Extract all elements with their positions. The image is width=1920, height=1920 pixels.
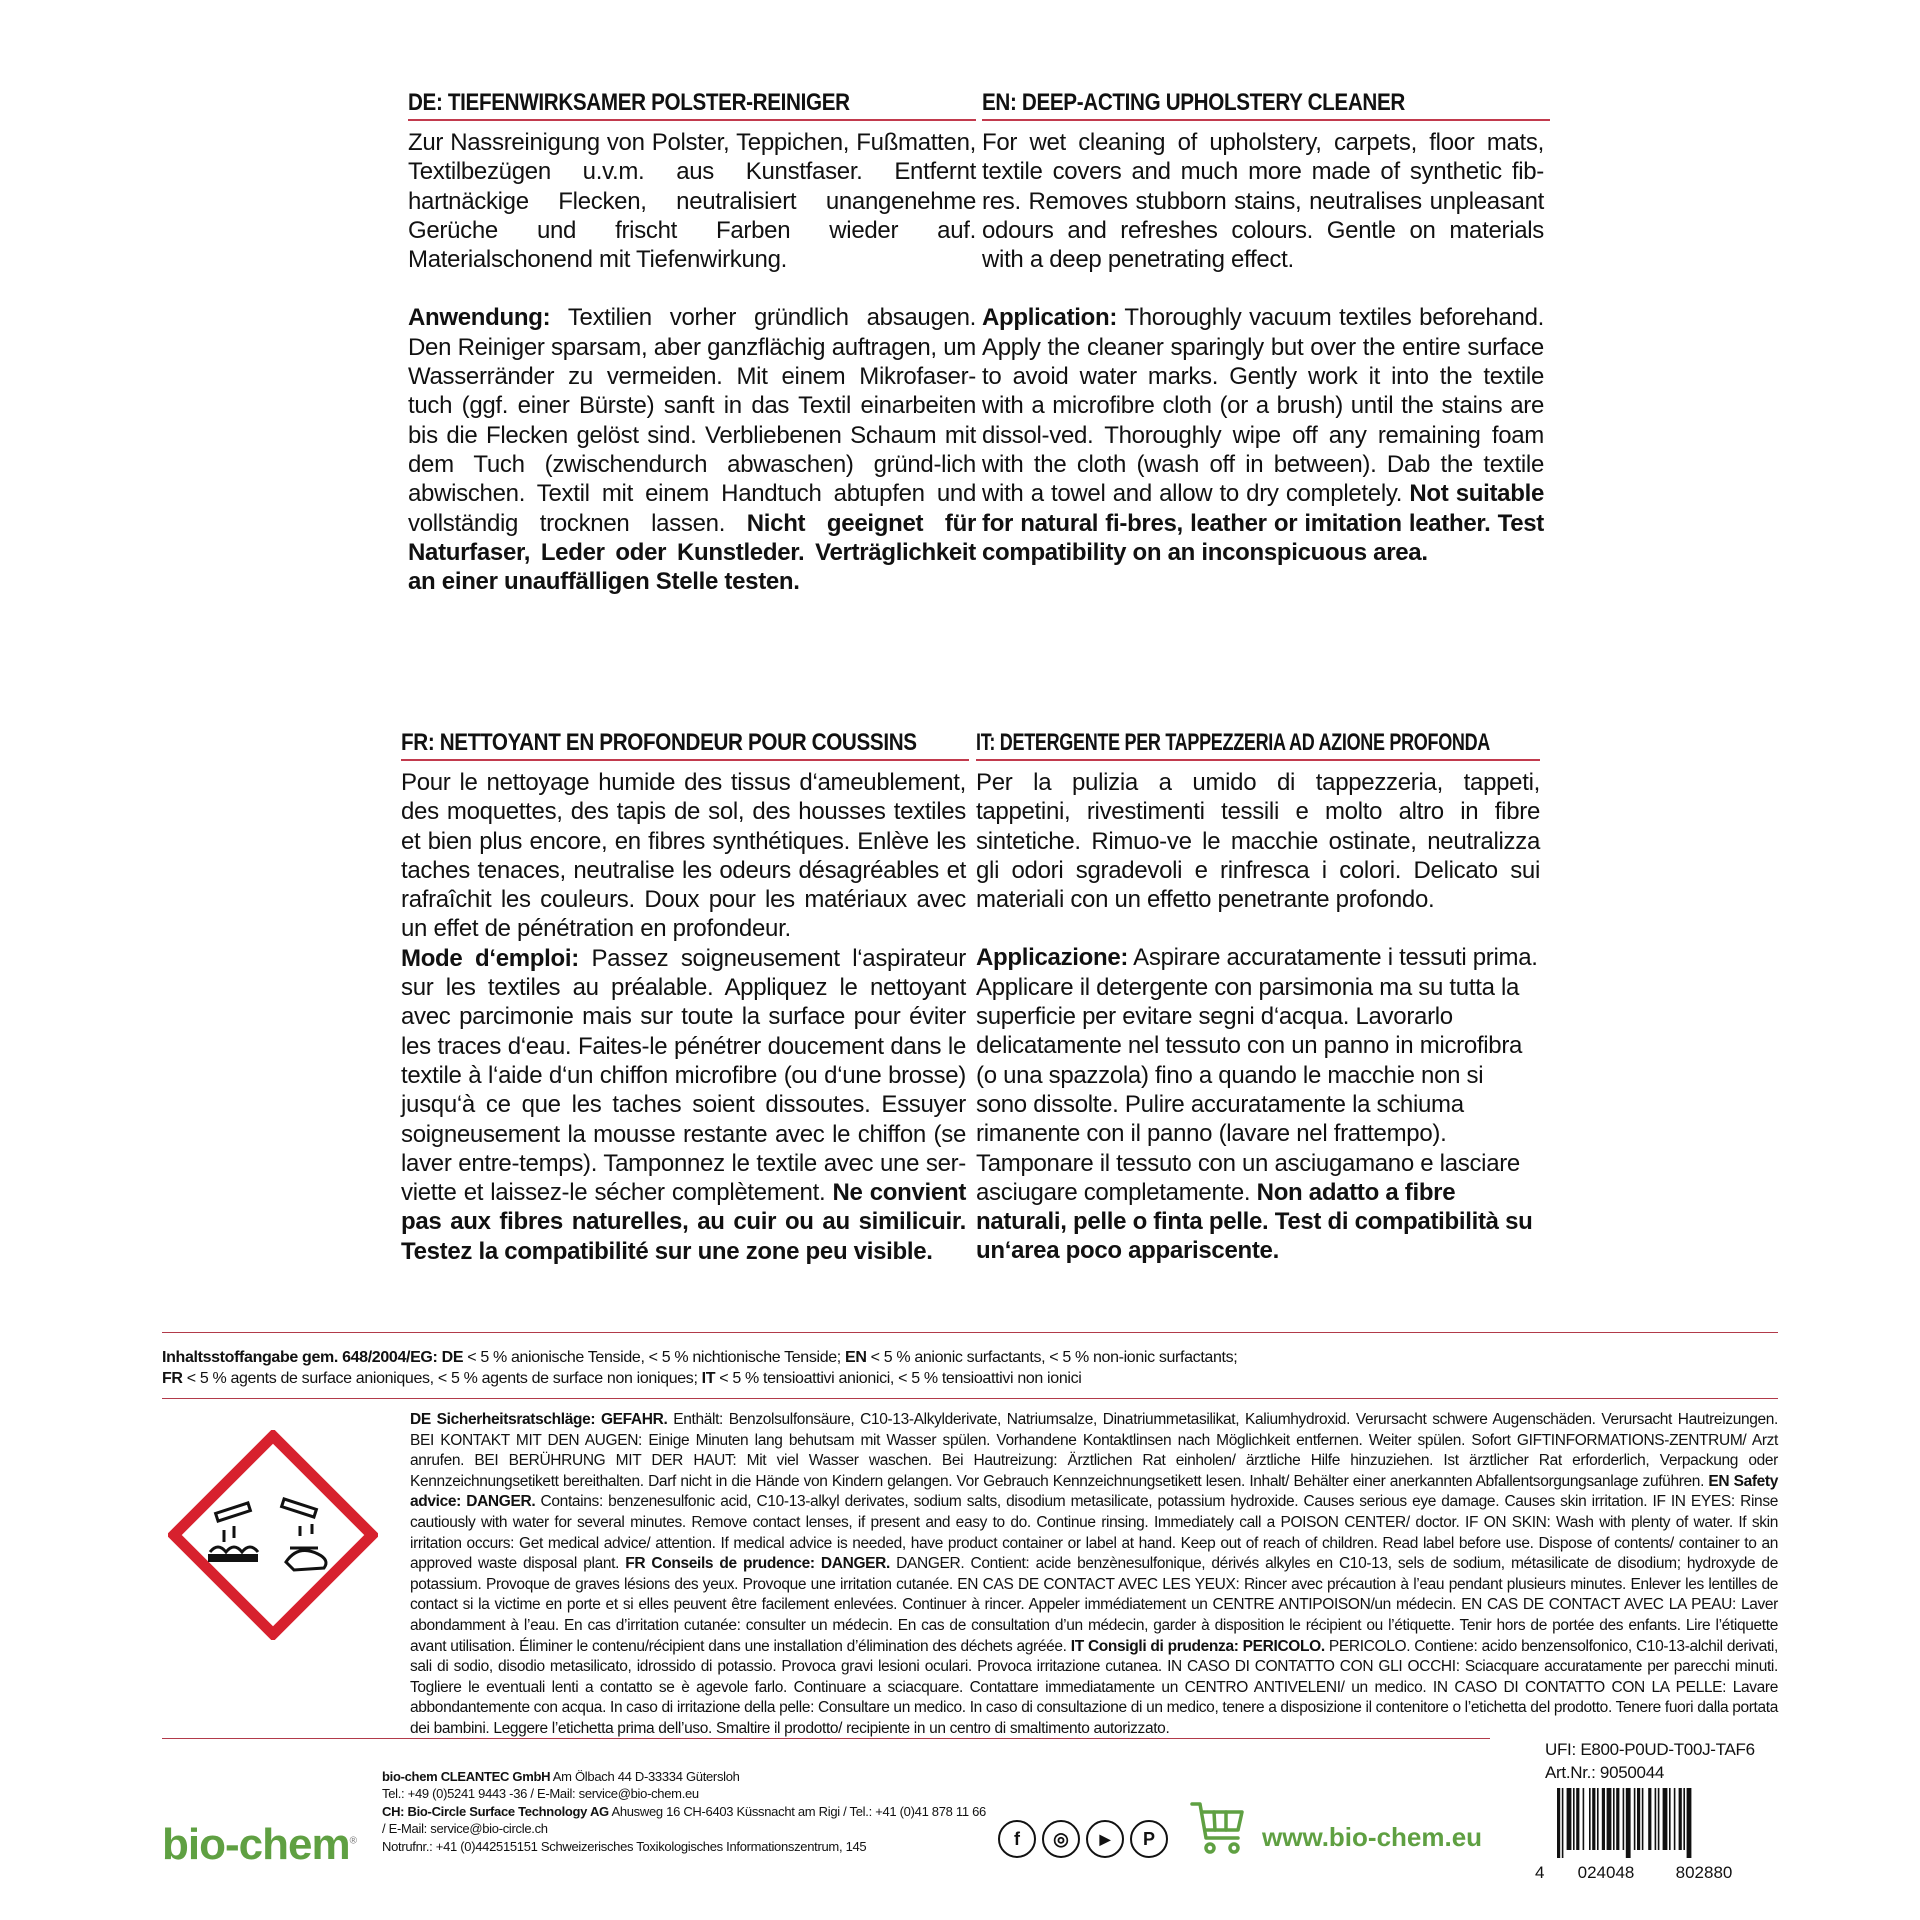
warning-fr: Ne convient pas aux fibres naturelles, au cuir ou au similicuir. Testez la compatibilité sur une zone peu visible. bbox=[401, 1179, 967, 1265]
bio-chem-logo bbox=[162, 1820, 356, 1870]
usage-text-it: Aspirare accuratamente i tessuti prima. Applicare il detergente con parsimonia ma su tutta la superficie per evitare segni d‘acqua. Lavorarlo delicatamente nel tessuto con un panno in microfibra (o una spazzola) fino a quando le macchie non si sono dissolte. Pulire accuratamente la schiuma rimanente con il panno (lavare nel frattempo). Tamponare il tessuto con un asciugamano e lasciare asciugare completamente. bbox=[976, 944, 1538, 1206]
section-it bbox=[976, 728, 1540, 1266]
heading-de: DE: TIEFENWIRKSAMER POLSTER-REINIGER bbox=[408, 89, 850, 116]
divider-middle bbox=[162, 1398, 1778, 1399]
barcode-bar bbox=[1623, 1788, 1625, 1850]
safety-advice bbox=[410, 1410, 1778, 1740]
warning-en: Not suitable for natural fi-bres, leather or imitation leather. Test compatibility on an inconspicuous area. bbox=[982, 480, 1544, 566]
barcode-bar bbox=[1576, 1788, 1579, 1850]
barcode-bar bbox=[1655, 1788, 1657, 1850]
warning-de: Nicht geeignet für Naturfaser, Leder oder Kunstleder. Verträglichkeit an einer unauffälligen Stelle testen. bbox=[408, 509, 976, 596]
barcode bbox=[1535, 1788, 1755, 1882]
heading-underline-fr bbox=[401, 759, 969, 761]
company-ch-address: Ahusweg 16 CH-6403 Küssnacht am Rigi / Tel.: +41 (0)41 878 11 66 / E-Mail: service@bio-circle.ch bbox=[382, 1803, 986, 1837]
ingredients-code-en: EN bbox=[845, 1349, 867, 1366]
barcode-bar bbox=[1634, 1788, 1636, 1850]
heading-underline-de bbox=[408, 119, 976, 121]
usage-de bbox=[408, 303, 976, 596]
barcode-bar bbox=[1602, 1788, 1605, 1850]
barcode-bar bbox=[1642, 1788, 1644, 1850]
barcode-bar bbox=[1557, 1788, 1560, 1858]
barcode-digits-right: 802880 bbox=[1675, 1863, 1733, 1882]
heading-fr: FR: NETTOYANT EN PROFONDEUR POUR COUSSINS bbox=[401, 729, 917, 756]
company-ch-name: CH: Bio-Circle Surface Technology AG bbox=[382, 1803, 609, 1819]
section-fr bbox=[401, 728, 966, 1266]
logo-registered-mark: ® bbox=[349, 1835, 356, 1847]
barcode-digit-first: 4 bbox=[1535, 1863, 1545, 1882]
usage-text-fr: Passez soigneusement l‘aspirateur sur les textiles au préalable. Appliquez le nettoyant avec parcimonie mais sur toute la surface pour éviter les traces d‘eau. Faites-le pénétrer doucement dans le textile à l‘aide d‘un chiffon microfibre (ou d‘une brosse) jusqu‘à ce que les taches soient dissoutes. Essuyer soigneusement la mousse restante avec le chiffon (se laver entre-temps). Tamponnez le textile avec une ser-viette et laissez-le sécher complètement. bbox=[401, 944, 967, 1207]
safety-label-it: IT Consigli di prudenza: PERICOLO. bbox=[1070, 1637, 1325, 1655]
usage-label-en: Application: bbox=[982, 304, 1118, 332]
usage-text-de: Textilien vorher gründlich absaugen. Den Reiniger sparsam, aber ganzflächig auftragen, um Wasserränder zu vermeiden. Mit einem Mikrofaser-tuch (ggf. einer Bürste) sanft in das Textil einarbeiten bis die Flecken gelöst sind. Verbliebenen Schaum mit dem Tuch (zwischendurch abwaschen) gründ-lich abwischen. Textil mit einem Handtuch abtupfen und vollständig trocknen lassen. bbox=[408, 304, 976, 537]
barcode-bar bbox=[1613, 1788, 1615, 1850]
heading-underline-en bbox=[982, 119, 1550, 121]
safety-text-it: PERICOLO. Contiene: acido benzensolfonico, C10-13-alchil derivati, sali di sodio, disodio metasilicato, idrossido di potassio. Provoca gravi lesioni oculari. Provoca irritazione cutanea. IN CASO DI CONTATTO CON GLI OCCHI: Sciacquare accuratamente per parecchi minuti. Togliere le eventuali lenti a contatto se è agevole farlo. Continuare a sciacquare. Contattare immediatamente un CENTRO ANTIVELENI/ un medico. IN CASO DI CONTATTO CON LA PELLE: Lavare abbondantemente con acqua. In caso di irritazione della pelle: Consultare un medico. In caso di consultazione di un medico, tenere a disposizione il contenitore o l’etichetta del prodotto. Tenere fuori dalla portata dei bambini. Leggere l’etichetta prima dell’uso. Smaltire il prodotto/ recipiente in un centro di smaltimento autorizzato. bbox=[410, 1637, 1778, 1737]
company-info bbox=[382, 1768, 992, 1855]
text-en bbox=[982, 128, 1544, 567]
barcode-digits bbox=[1535, 1863, 1755, 1883]
usage-text-en: Thoroughly vacuum textiles beforehand. Apply the cleaner sparingly but over the entire surface to avoid water marks. Gently work it into the textile with a microfibre cloth (or a brush) until the stains are dissol-ved. Thoroughly wipe off any remaining foam with the cloth (wash off in between). Dab the textile with a towel and allow to dry completely. bbox=[982, 304, 1544, 508]
barcode-bar bbox=[1669, 1788, 1671, 1850]
instagram-icon[interactable]: ◎ bbox=[1042, 1820, 1080, 1858]
barcode-bar bbox=[1663, 1788, 1668, 1850]
ufi-code: UFI: E800-P0UD-T00J-TAF6 bbox=[1545, 1740, 1755, 1759]
ingredients-code-de: DE bbox=[441, 1349, 464, 1366]
barcode-bar bbox=[1573, 1788, 1575, 1850]
barcode-bar bbox=[1658, 1788, 1660, 1850]
pinterest-icon[interactable]: P bbox=[1130, 1820, 1168, 1858]
safety-text-de: Enthält: Benzolsulfonsäure, C10-13-Alkylderivate, Natriumsalze, Dinatriummetasilikat, Kaliumhydroxid. Verursacht schwere Augenschäden. Verursacht Hautreizungen. BEI KONTAKT MIT DEN AUGEN: Einige Minuten lang behutsam mit Wasser spülen. Vorhandene Kontaktlinsen nach Möglichkeit entfernen. Weiter spülen. Sofort GIFTINFORMATIONS-ZENTRUM/ Arzt anrufen. BEI BERÜHRUNG MIT DER HAUT: Mit viel Wasser waschen. Bei Hautreizung: Ärztlichen Rat einholen/ ärztliche Hilfe hinzuziehen. Ist ärztlicher Rat erforderlich, Verpackung oder Kennzeichnungsetikett bereithalten. Darf nicht in die Hände von Kindern gelangen. Vor Gebrauch Kennzeichnungsetikett lesen. Inhalt/ Behälter einer anerkannten Abfallentsorgungsanlage zuführen. bbox=[410, 1411, 1778, 1490]
intro-fr: Pour le nettoyage humide des tissus d‘ameublement, des moquettes, des tapis de sol, des housses textiles et bien plus encore, en fibres synthétiques. Enlève les taches tenaces, neutralise les odeurs désagréables et rafraîchit les couleurs. Doux pour les matériaux avec un effet de pénétration en profondeur. bbox=[401, 769, 966, 943]
usage-label-it: Applicazione: bbox=[976, 944, 1129, 972]
heading-it: IT: DETERGENTE PER TAPPEZZERIA AD AZIONE PROFONDA bbox=[976, 729, 1490, 756]
barcode-bar bbox=[1637, 1788, 1640, 1850]
company-de-name: bio-chem CLEANTEC GmbH bbox=[382, 1769, 551, 1784]
safety-text-en: Contains: benzenesulfonic acid, C10-13-alkyl derivates, sodium salts, disodium metasilicate, potassium hydroxide. Causes serious eye damage. Causes skin irritation. IF IN EYES: Rinse cautiously with water for several minutes. Remove contact lenses, if present and easy to do. Continue rinsing. Immediately call a POISON CENTER/ doctor. IF ON SKIN: Wash with plenty of water. If skin irritation occurs: Get medical advice/ attention. If medical advice is needed, have product container or label at hand. Keep out of reach of children. Read label before use. Dispose of contents/ container to an approved waste disposal plant. bbox=[410, 1493, 1778, 1573]
usage-fr bbox=[401, 944, 966, 1266]
usage-label-de: Anwendung: bbox=[408, 304, 551, 332]
divider-bottom bbox=[162, 1738, 1490, 1739]
barcode-bar bbox=[1589, 1788, 1591, 1850]
safety-advice-main bbox=[410, 1410, 1778, 1740]
barcode-digits-left: 024048 bbox=[1577, 1863, 1635, 1882]
ingredients-text-en: < 5 % anionic surfactants, < 5 % non-ionic surfactants; bbox=[866, 1349, 1238, 1366]
barcode-bar bbox=[1616, 1788, 1619, 1850]
heading-underline-it bbox=[976, 759, 1540, 761]
ingredients-text-fr: < 5 % agents de surface anioniques, < 5 % agents de surface non ioniques; bbox=[182, 1369, 702, 1387]
barcode-bar bbox=[1679, 1788, 1682, 1850]
safety-label-en: EN Safety advice: DANGER. bbox=[410, 1472, 1778, 1511]
text-de bbox=[408, 128, 976, 596]
emergency-number: Notrufnr.: +41 (0)442515151 Schweizerisches Toxikologisches Informationszentrum, 145 bbox=[382, 1838, 867, 1854]
shopping-cart-icon[interactable] bbox=[1188, 1798, 1248, 1858]
barcode-bar bbox=[1562, 1788, 1564, 1858]
logo-text: bio-chem bbox=[162, 1820, 350, 1869]
barcode-bar bbox=[1583, 1788, 1585, 1850]
heading-en: EN: DEEP-ACTING UPHOLSTERY CLEANER bbox=[982, 89, 1405, 116]
warning-it: Non adatto a fibre naturali, pelle o finta pelle. Test di compatibilità su un‘area poco appariscente. bbox=[976, 1178, 1533, 1265]
intro-en: For wet cleaning of upholstery, carpets, floor mats, textile covers and much more made of synthetic fib-res. Removes stubborn stains, neutralises unpleasant odours and refreshes colours. Gentle on materials with a deep penetrating effect. bbox=[982, 129, 1544, 274]
barcode-bar bbox=[1648, 1788, 1651, 1850]
intro-it: Per la pulizia a umido di tappezzeria, tappeti, tappetini, rivestimenti tessili e molto altro in fibre sintetiche. Rimuo-ve le macchie ostinate, neutralizza gli odori sgradevoli e rinfresca i colori. Delicato sui materiali con un effetto penetrante profondo. bbox=[976, 769, 1540, 914]
barcode-bar bbox=[1607, 1788, 1612, 1850]
product-codes bbox=[1545, 1738, 1755, 1784]
intro-de: Zur Nassreinigung von Polster, Teppichen, Fußmatten, Textilbezügen u.v.m. aus Kunstfaser. Entfernt hartnäckige Flecken, neutralisiert unangenehme Gerüche und frischt Farben wieder auf. Materialschonend mit Tiefenwirkung. bbox=[408, 129, 976, 274]
section-de bbox=[408, 88, 976, 596]
usage-label-fr: Mode d‘emploi: bbox=[401, 944, 579, 972]
barcode-bars bbox=[1535, 1788, 1755, 1858]
section-en bbox=[982, 88, 1544, 567]
website-link[interactable]: www.bio-chem.eu bbox=[1262, 1822, 1483, 1852]
barcode-bar bbox=[1592, 1788, 1595, 1850]
barcode-bar bbox=[1597, 1788, 1599, 1850]
facebook-icon[interactable]: f bbox=[998, 1820, 1036, 1858]
barcode-bar bbox=[1567, 1788, 1572, 1850]
divider-top bbox=[162, 1332, 1778, 1333]
barcode-bar bbox=[1626, 1788, 1631, 1858]
usage-en bbox=[982, 303, 1544, 567]
text-fr bbox=[401, 768, 966, 1266]
safety-text-fr: DANGER. Contient: acide benzènesulfonique, dérivés alkyles en C10-13, sels de sodium, métasilicate de disodium; hydroxyde de potassium. Provoque de graves lésions des yeux. Provoque une irritation cutanée. EN CAS DE CONTACT AVEC LES YEUX: Rincer avec précaution à l’eau pendant plusieurs minutes. Enlever les lentilles de contact si la victime en porte et si elles peuvent être facilement enlevées. Continuer à rincer. Appeler immédiatement un CENTRE ANTIPOISON/un médecin. EN CAS DE CONTACT AVEC LA PEAU: Laver abondamment à l’eau. En cas d’irritation cutanée: consulter un médecin. En cas de consultation d’un médecin, garder à disposition le récipient ou l’étiquette. Tenir hors de portée des enfants. Lire l’étiquette avant utilisation. Éliminer le contenu/récipient dans une installation d’élimination des déchets agréée. bbox=[410, 1555, 1778, 1655]
ingredients-text-de: < 5 % anionische Tenside, < 5 % nichtionische Tenside; bbox=[463, 1349, 845, 1366]
barcode-bar bbox=[1683, 1788, 1685, 1850]
social-links bbox=[998, 1820, 1168, 1858]
corrosion-hazard-icon bbox=[168, 1430, 378, 1640]
usage-it bbox=[976, 943, 1540, 1265]
ingredients-label: Inhaltsstoffangabe gem. 648/2004/EG: bbox=[162, 1349, 438, 1366]
company-de-address: Am Ölbach 44 D-33334 Gütersloh bbox=[550, 1769, 740, 1784]
ingredients-text-it: < 5 % tensioattivi anionici, < 5 % tensioattivi non ionici bbox=[715, 1369, 1082, 1387]
text-it bbox=[976, 768, 1540, 1266]
barcode-bar bbox=[1687, 1788, 1692, 1858]
ingredients bbox=[162, 1348, 1778, 1389]
barcode-bar bbox=[1674, 1788, 1676, 1850]
safety-label-de: DE Sicherheitsratschläge: GEFAHR. bbox=[410, 1411, 668, 1428]
company-de-contact: Tel.: +49 (0)5241 9443 -36 / E-Mail: service@bio-chem.eu bbox=[382, 1786, 699, 1802]
ingredients-code-fr: FR bbox=[162, 1369, 183, 1387]
ingredients-code-it: IT bbox=[701, 1369, 716, 1387]
article-number: Art.Nr.: 9050044 bbox=[1545, 1763, 1664, 1782]
safety-label-fr: FR Conseils de prudence: DANGER. bbox=[625, 1555, 890, 1573]
youtube-icon[interactable]: ▶ bbox=[1086, 1820, 1124, 1858]
